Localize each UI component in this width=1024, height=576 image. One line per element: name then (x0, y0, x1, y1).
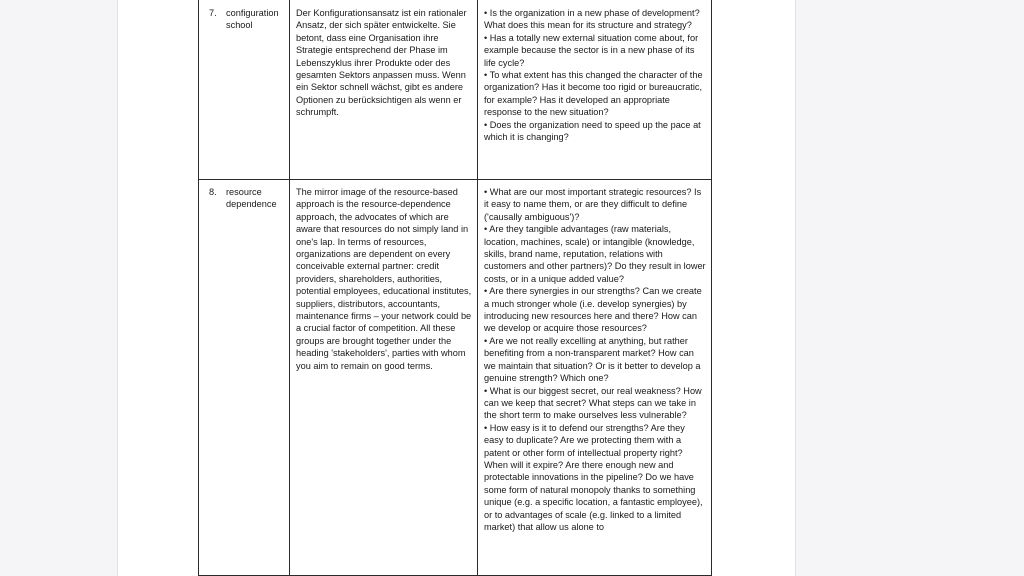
table-border-col1 (289, 0, 290, 576)
question-item: • How easy is it to defend our strengths? Are they easy to duplicate? Are we protecting them with a patent or other form of intellectual property right? When will it expire? Are there enough new and protectable innovations in the pipeline? Do we have some form of natural monopoly thanks to something unique (e.g. a specific location, a fantastic employee), or to advantages of scale (e.g. linked to a limited market) that allow us alone to (484, 422, 703, 532)
question-item: • Are there synergies in our strengths? Can we create a much stronger whole (i.e. develop synergies) by introducing new resources here and there? How can we develop or acquire those resources? (484, 286, 702, 334)
question-item: • To what extent has this changed the character of the organization? Has it become too rigid or bureaucratic, for example? Has it developed an appropriate response to the new situation? (484, 70, 703, 118)
row-questions (484, 186, 706, 533)
question-item: • What is our biggest secret, our real weakness? How can we keep that secret? What steps can we take in the short term to make ourselves less vulnerable? (484, 385, 702, 421)
row-description: Der Konfigurationsansatz ist ein rationaler Ansatz, der sich später entwickelte. Sie betont, dass eine Organisation ihre Strategie entsprechend der Phase im Lebenszyklus ihrer Produkte oder des gesamten Sektors anpassen muss. Wenn ein Sektor schnell wächst, gibt es andere Optionen zu berücksichtigen als wenn er schrumpft. (296, 8, 467, 118)
row-number: 7. (209, 8, 217, 18)
row-label-line: school (226, 20, 253, 31)
question-item: • What are our most important strategic resources? Is it easy to name them, or are they difficult to define ('causally ambiguous')? (484, 187, 702, 222)
row-questions (484, 7, 706, 143)
table-row-divider (198, 179, 712, 180)
right-gutter (795, 0, 1024, 576)
row-label-line: resource (226, 187, 262, 197)
table-border-col2 (477, 0, 478, 576)
question-item: • Is the organization in a new phase of development? What does this mean for its structure and strategy? (484, 8, 700, 31)
row-label (226, 186, 286, 211)
row-label-line: configuration (226, 8, 279, 18)
left-gutter (0, 0, 118, 576)
question-item: • Does the organization need to speed up the pace at which it is changing? (484, 119, 701, 143)
question-item: • Are they tangible advantages (raw materials, location, machines, scale) or intangible (knowledge, skills, brand name, reputation, relations with customers and other partners)? Do they result in lower costs, or in a unique added value? (484, 224, 706, 284)
row-label-line: dependence (226, 199, 277, 210)
row-number: 8. (209, 187, 217, 197)
question-item: • Has a totally new external situation come about, for example because the sector is in a new phase of its life cycle? (484, 32, 699, 68)
row-label (226, 7, 286, 32)
table-border-left (198, 0, 199, 576)
row-description: The mirror image of the resource-based approach is the resource-dependence approach, the advocates of which are aware that resources do not simply land in one's lap. In terms of resources, organizations are dependent on every conceivable external partner: credit providers, shareholders, authorities, potential employees, educational institutes, suppliers, distributors, accountants, maintenance firms – your network could be a crucial factor of competition. All these groups are brought together under the heading 'stakeholders', parties with whom you aim to remain on good terms. (296, 187, 472, 371)
table-border-right (711, 0, 712, 576)
question-item: • Are we not really excelling at anything, but rather benefiting from a non-transparent market? How can we maintain that situation? Or is it better to develop a genuine strength? Which one? (484, 335, 701, 384)
